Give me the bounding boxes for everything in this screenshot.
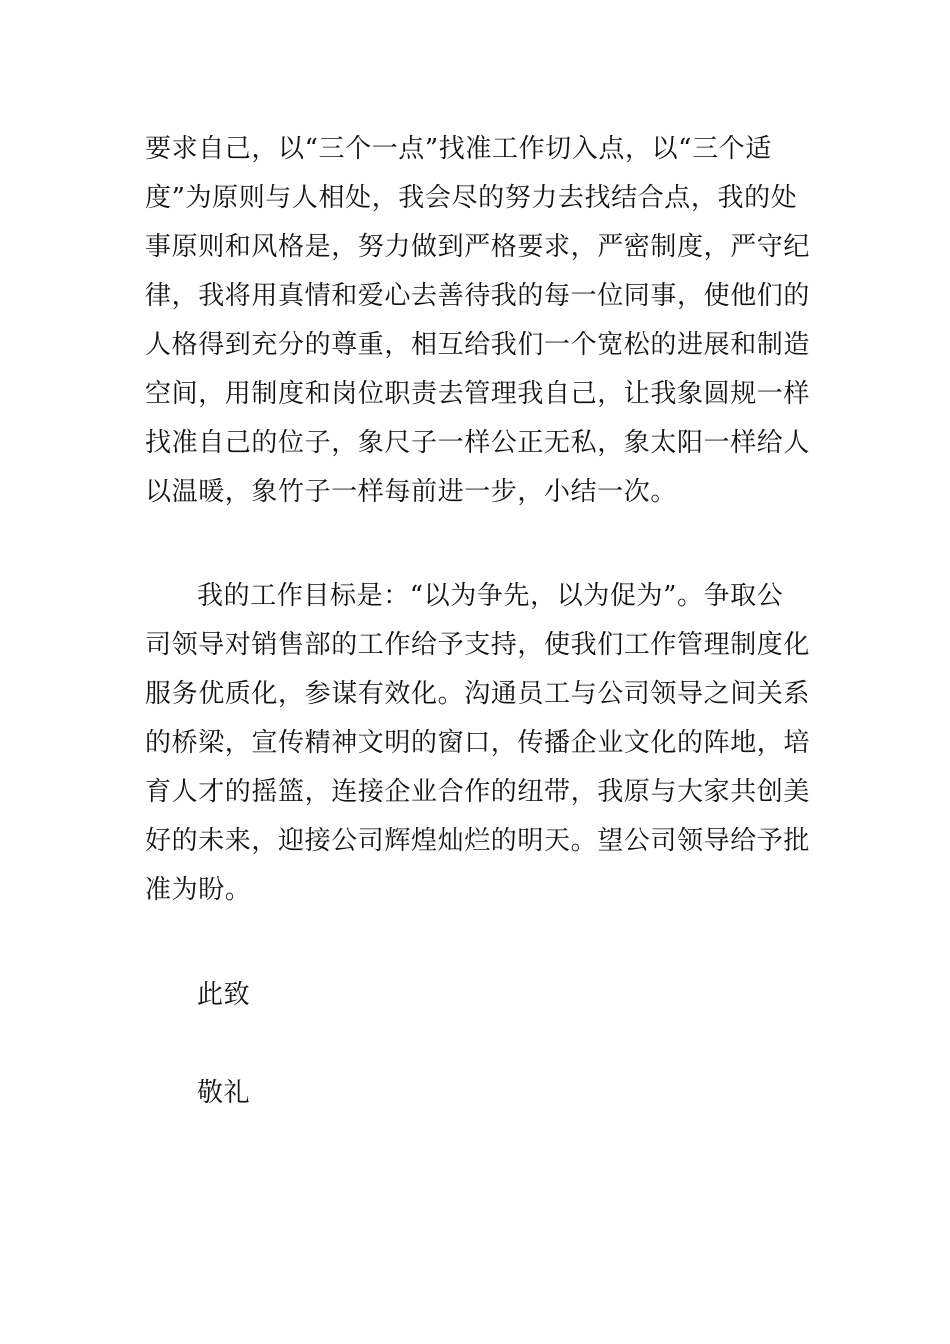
paragraph-line: 律，我将用真情和爱心去善待我的每一位同事，使他们的 — [145, 281, 811, 311]
closing-regards: 敬礼 — [197, 1078, 251, 1108]
paragraph-line: 事原则和风格是，努力做到严格要求，严密制度，严守纪 — [145, 232, 811, 262]
paragraph-line: 空间，用制度和岗位职责去管理我自己，让我象圆规一样 — [145, 379, 811, 409]
paragraph-line: 我的工作目标是：“以为争先，以为促为”。争取公 — [197, 581, 784, 611]
paragraph-line: 的桥梁，宣传精神文明的窗口，传播企业文化的阵地，培 — [145, 728, 811, 758]
paragraph-line: 服务优质化，参谋有效化。沟通员工与公司领导之间关系 — [145, 679, 811, 709]
paragraph-line: 司领导对销售部的工作给予支持，使我们工作管理制度化 — [145, 630, 811, 660]
paragraph-line: 准为盼。 — [145, 875, 252, 905]
paragraph-line: 育人才的摇篮，连接企业合作的纽带，我原与大家共创美 — [145, 777, 811, 807]
paragraph-line: 人格得到充分的尊重，相互给我们一个宽松的进展和制造 — [145, 330, 811, 360]
paragraph-line: 以温暖，象竹子一样每前进一步，小结一次。 — [145, 477, 678, 507]
paragraph-line: 找准自己的位子，象尺子一样公正无私，象太阳一样给人 — [145, 428, 811, 458]
paragraph-line: 好的未来，迎接公司辉煌灿烂的明天。望公司领导给予批 — [145, 826, 811, 856]
paragraph-line: 度”为原则与人相处，我会尽的努力去找结合点，我的处 — [145, 183, 798, 213]
paragraph-line: 要求自己，以“三个一点”找准工作切入点，以“三个适 — [145, 134, 772, 164]
closing-salutation: 此致 — [197, 980, 251, 1010]
